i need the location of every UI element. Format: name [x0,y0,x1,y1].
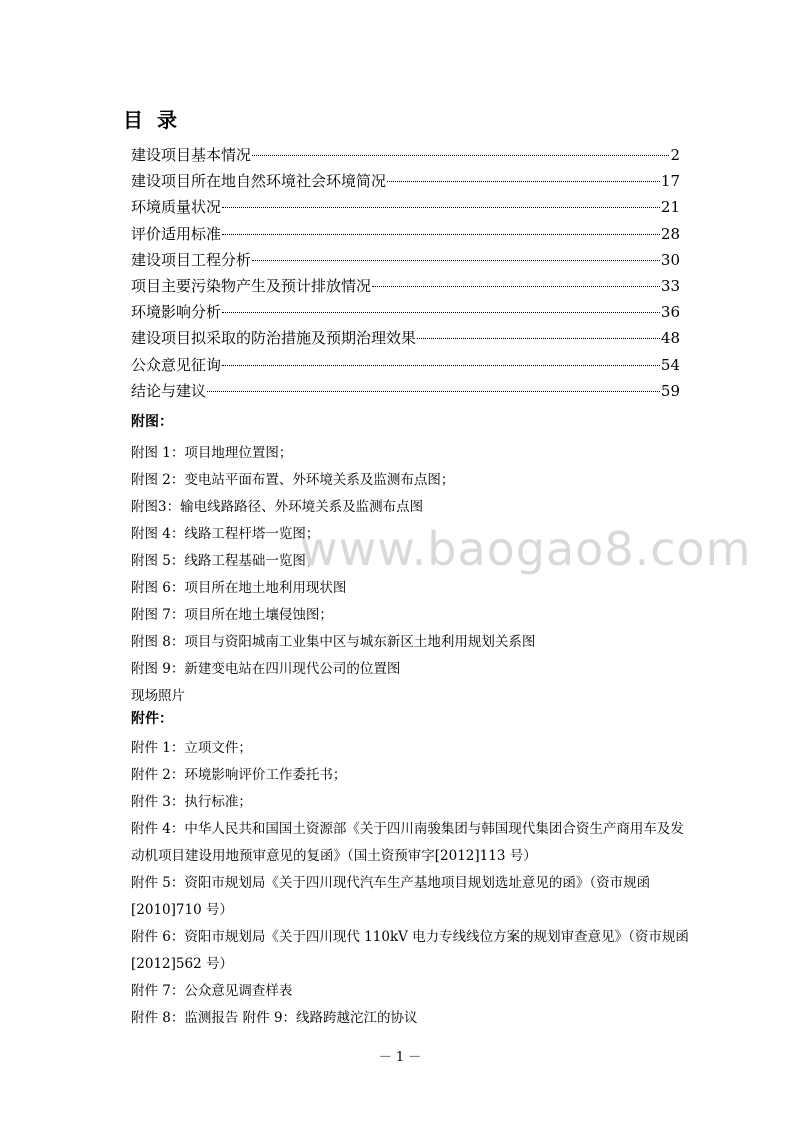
toc-entry[interactable] [131,247,680,273]
toc-leader-dots [207,391,660,392]
toc-leader-dots [252,260,660,261]
attachment-item: 附件 7：公众意见调查样表 [131,983,293,999]
toc-entry[interactable] [131,325,680,351]
toc-page-number: 59 [660,381,680,400]
attachment-item: 附件 4：中华人民共和国国土资源部《关于四川南骏集团与韩国现代集团合资生产商用车及发动机项目建设用地预审意见的复函》（国土资预审字[2012]113 号） [131,821,684,864]
toc-entry-text: 环境质量状况 [131,198,222,217]
figure-item: 附图 7：项目所在地土壤侵蚀图； [131,607,333,623]
toc-page-number: 21 [660,198,680,217]
toc-entry-text: 评价适用标准 [131,224,222,243]
toc-entry-text: 结论与建议 [131,381,207,400]
toc-entry-text: 建设项目所在地自然环境社会环境简况 [131,172,387,191]
toc-entry[interactable] [131,168,680,194]
attachments-section [131,709,691,1032]
toc-page-number: 30 [660,250,680,269]
attachment-item: 附件 1：立项文件； [131,740,252,756]
toc-page-number: 48 [660,329,680,348]
figure-item: 附图 4：线路工程杆塔一览图； [131,526,320,542]
site-photos-label: 现场照片 [131,688,185,704]
toc-entry-text: 公众意见征询 [131,355,222,374]
figure-item: 附图 9：新建变电站在四川现代公司的位置图 [131,661,401,677]
attachment-item: 附件 8：监测报告 附件 9：线路跨越沱江的协议 [131,1010,418,1026]
toc-entry[interactable] [131,273,680,299]
figure-item: 附图3：输电线路路径、外环境关系及监测布点图 [131,499,424,515]
toc-entry-text: 建设项目工程分析 [131,250,252,269]
toc-page-number: 17 [660,172,680,191]
toc-leader-dots [252,155,669,156]
toc-leader-dots [222,207,660,208]
attachments-heading: 附件： [131,711,173,727]
toc-entry[interactable] [131,221,680,247]
toc-page-number: 2 [670,146,680,164]
toc-page-number: 36 [660,303,680,322]
figure-item: 附图 2：变电站平面布置、外环境关系及监测布点图； [131,472,455,488]
figure-item: 附图 8：项目与资阳城南工业集中区与城东新区土地利用规划关系图 [131,634,536,650]
attachment-item: 附件 3：执行标准； [131,794,252,810]
toc-entry-text: 建设项目基本情况 [131,146,252,164]
figure-item: 附图 1：项目地理位置图； [131,445,293,461]
toc-leader-dots [222,365,660,366]
attachment-item: 附件 5：资阳市规划局《关于四川现代汽车生产基地项目规划选址意见的函》（资市规函[2010]710 号） [131,875,651,918]
toc-entry[interactable] [131,299,680,325]
toc-list [131,142,680,404]
figures-heading: 附图： [131,414,173,430]
attachment-item: 附件 2：环境影响评价工作委托书； [131,767,347,783]
attachment-item: 附件 6：资阳市规划局《关于四川现代 110kV 电力专线线位方案的规划审查意见》（资市规函[2012]562 号） [131,929,689,972]
toc-leader-dots [222,312,660,313]
page-number: － 1 － [378,1050,422,1065]
figure-item: 附图 5：线路工程基础一览图； [131,553,320,569]
toc-leader-dots [372,286,660,287]
watermark: www.baogao8.com [300,522,752,576]
toc-entry[interactable] [131,352,680,378]
toc-title: 目录 [123,108,191,132]
toc-entry-text: 建设项目拟采取的防治措施及预期治理效果 [131,329,417,348]
toc-entry[interactable] [131,378,680,404]
toc-page-number: 54 [660,355,680,374]
toc-entry-text: 项目主要污染物产生及预计排放情况 [131,276,372,295]
toc-leader-dots [417,338,660,339]
toc-entry[interactable] [131,142,680,168]
toc-page-number: 33 [660,276,680,295]
toc-entry-text: 环境影响分析 [131,303,222,322]
toc-entry[interactable] [131,194,680,220]
toc-leader-dots [222,234,660,235]
toc-page-number: 28 [660,224,680,243]
figure-item: 附图 6：项目所在地土地利用现状图 [131,580,347,596]
toc-leader-dots [387,181,660,182]
